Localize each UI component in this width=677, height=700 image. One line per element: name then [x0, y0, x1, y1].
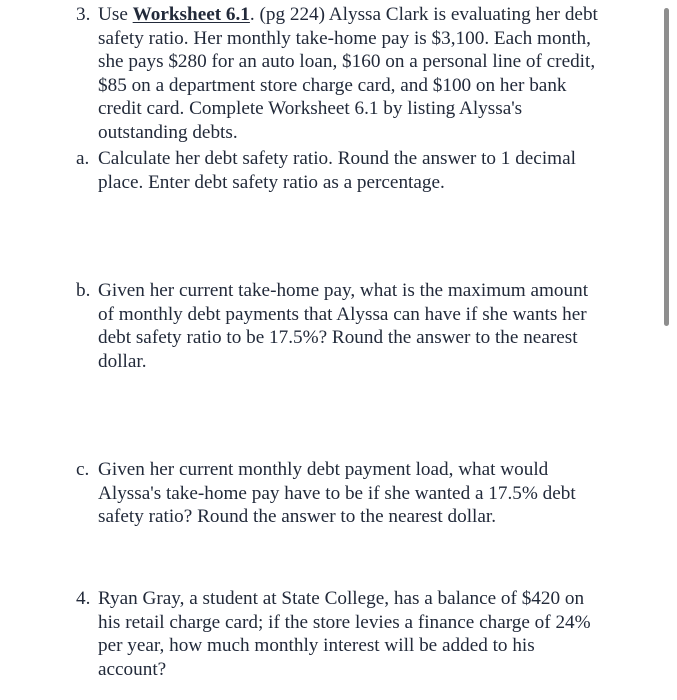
- part-c: [76, 458, 658, 529]
- part-c-label: c.: [76, 459, 90, 480]
- part-c-line-2: Alyssa's take-home pay have to be if she wanted a 17.5% debt: [98, 482, 576, 504]
- question-3-line-5: credit card. Complete Worksheet 6.1 by listing Alyssa's: [98, 98, 523, 119]
- vertical-scrollbar[interactable]: [664, 8, 669, 326]
- question-4-line-3: per year, how much monthly interest will be added to his: [98, 635, 535, 656]
- part-a-line-2: place. Enter debt safety ratio as a percentage.: [98, 171, 445, 193]
- part-b-line-1: Given her current take-home pay, what is the maximum amount: [98, 280, 589, 301]
- question-4-line-4: account?: [98, 658, 167, 680]
- part-b: [76, 279, 658, 373]
- question-3-line-4: $85 on a department store charge card, and $100 on her bank: [98, 74, 567, 96]
- question-3-prefix: Use: [98, 4, 128, 25]
- question-3-line-2: safety ratio. Her monthly take-home pay is $3,100. Each month,: [98, 27, 591, 49]
- part-c-line-3: safety ratio? Round the answer to the nearest dollar.: [98, 506, 497, 527]
- question-4-number: 4.: [76, 588, 91, 609]
- part-a-line-1: Calculate her debt safety ratio. Round the answer to 1 decimal: [98, 148, 576, 169]
- part-a: [76, 147, 658, 194]
- question-3-line-1: [98, 3, 658, 27]
- part-c-line-1: Given her current monthly debt payment load, what would: [98, 459, 549, 480]
- part-a-label: a.: [76, 148, 90, 169]
- question-3-line-1-rest: . (pg 224) Alyssa Clark is evaluating her debt: [249, 4, 598, 25]
- question-4: [76, 587, 658, 681]
- part-b-line-4: dollar.: [98, 350, 147, 372]
- question-3-number: 3.: [76, 4, 91, 25]
- part-b-line-2: of monthly debt payments that Alyssa can have if she wants her: [98, 303, 587, 325]
- worksheet-6-1-link[interactable]: Worksheet 6.1: [132, 4, 250, 25]
- question-4-line-2: his retail charge card; if the store levies a finance charge of 24%: [98, 611, 591, 633]
- question-3-line-6: outstanding debts.: [98, 121, 238, 143]
- question-4-line-1: Ryan Gray, a student at State College, has a balance of $420 on: [98, 588, 585, 609]
- question-3-line-3: she pays $280 for an auto loan, $160 on a personal line of credit,: [98, 51, 596, 72]
- part-b-label: b.: [76, 280, 91, 301]
- question-3: [76, 3, 658, 144]
- part-b-line-3: debt safety ratio to be 17.5%? Round the answer to the nearest: [98, 327, 578, 348]
